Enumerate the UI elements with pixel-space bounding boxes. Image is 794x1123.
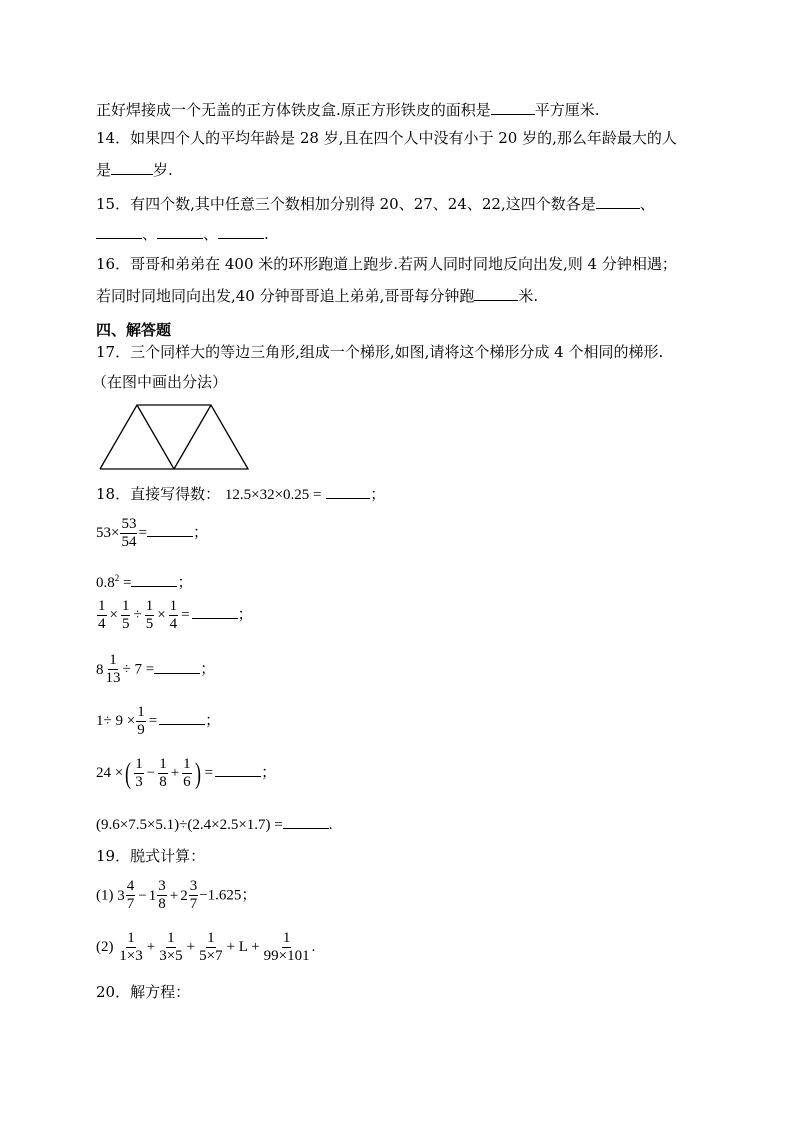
q17-note: （在图中画出分法） — [92, 373, 228, 391]
q18-expr-7: 24 ×( $\frac{1}{3}$ − $\frac{1}{8}$ + $\frac{1}{6}$ ) = ； — [96, 756, 277, 790]
q18-expr-5: 8 $\frac{1}{13}$ ÷ 7 = ； — [96, 652, 216, 686]
answer-blank[interactable] — [218, 222, 264, 239]
answer-blank[interactable] — [192, 602, 238, 619]
q13-continuation: 正好焊接成一个无盖的正方体铁皮盒.原正方形铁皮的面积是 平方厘米. — [96, 98, 600, 120]
answer-blank[interactable] — [154, 657, 200, 674]
answer-blank[interactable] — [111, 158, 153, 175]
q18-title-line: 18．直接写得数： 12.5×32×0.25 = ； — [96, 482, 385, 505]
q15-line-2: 、 、 . — [96, 222, 269, 244]
section-heading: 四、解答题 — [96, 321, 172, 339]
q14-line-2: 是 岁. — [96, 158, 173, 180]
answer-blank[interactable] — [491, 98, 535, 115]
q15-line-1: 15．有四个数,其中任意三个数相加分别得 20、27、24、22,这四个数各是 、 — [96, 192, 655, 214]
q17-text: 17．三个同样大的等边三角形,组成一个梯形,如图,请将这个梯形分成 4 个相同的梯形. — [96, 343, 664, 361]
answer-blank[interactable] — [283, 812, 329, 829]
answer-blank[interactable] — [96, 222, 142, 239]
answer-blank[interactable] — [474, 284, 518, 301]
trapezoid-outline — [100, 405, 248, 469]
q16-line-1: 16．哥哥和弟弟在 400 米的环形跑道上跑步.若两人同时同地反向出发,则 4 分钟相遇； — [96, 255, 677, 273]
answer-blank[interactable] — [326, 482, 370, 499]
answer-blank[interactable] — [215, 760, 261, 777]
q18-expr-2: 53× $\frac{53}{54}$ = ； — [96, 516, 208, 550]
q18-expr-6: 1÷ 9 × $\frac{1}{9}$ = ； — [96, 704, 221, 738]
q19-part-2: (2) $\frac{1}{1\times 3}$ + $\frac{1}{3\times 5}$ + $\frac{1}{5\times 7}$ + L + $\frac{1}{99\times 101}$ . — [96, 930, 316, 964]
q18-expr-8: (9.6×7.5×5.1)÷(2.4×2.5×1.7) = . — [96, 812, 333, 835]
answer-blank[interactable] — [131, 570, 177, 587]
answer-blank[interactable] — [157, 222, 203, 239]
trapezoid-figure[interactable] — [96, 402, 252, 474]
answer-blank[interactable] — [147, 520, 193, 537]
q14-line-1: 14．如果四个人的平均年龄是 28 岁,且在四个人中没有小于 20 岁的,那么年龄最大的人 — [96, 129, 677, 147]
triangle-edge — [174, 405, 211, 469]
q19-part-1: (1) 3 $\frac{4}{7}$ − 1 $\frac{3}{8}$ + 2 $\frac{3}{7}$ −1.625； — [96, 878, 257, 912]
answer-blank[interactable] — [596, 192, 640, 209]
q18-expr-4: $\frac{1}{4}$ × $\frac{1}{5}$ ÷ $\frac{1}{5}$ × $\frac{1}{4}$ = ； — [98, 598, 253, 632]
q18-expr-3: $0.8^2$ = ； — [96, 568, 192, 593]
q20-title: 20．解方程： — [96, 983, 191, 1001]
q19-title: 19．脱式计算： — [96, 847, 206, 865]
q16-line-2: 若同时同地同向出发,40 分钟哥哥追上弟弟,哥哥每分钟跑 米. — [96, 284, 538, 306]
answer-blank[interactable] — [159, 708, 205, 725]
triangle-edge — [137, 405, 174, 469]
